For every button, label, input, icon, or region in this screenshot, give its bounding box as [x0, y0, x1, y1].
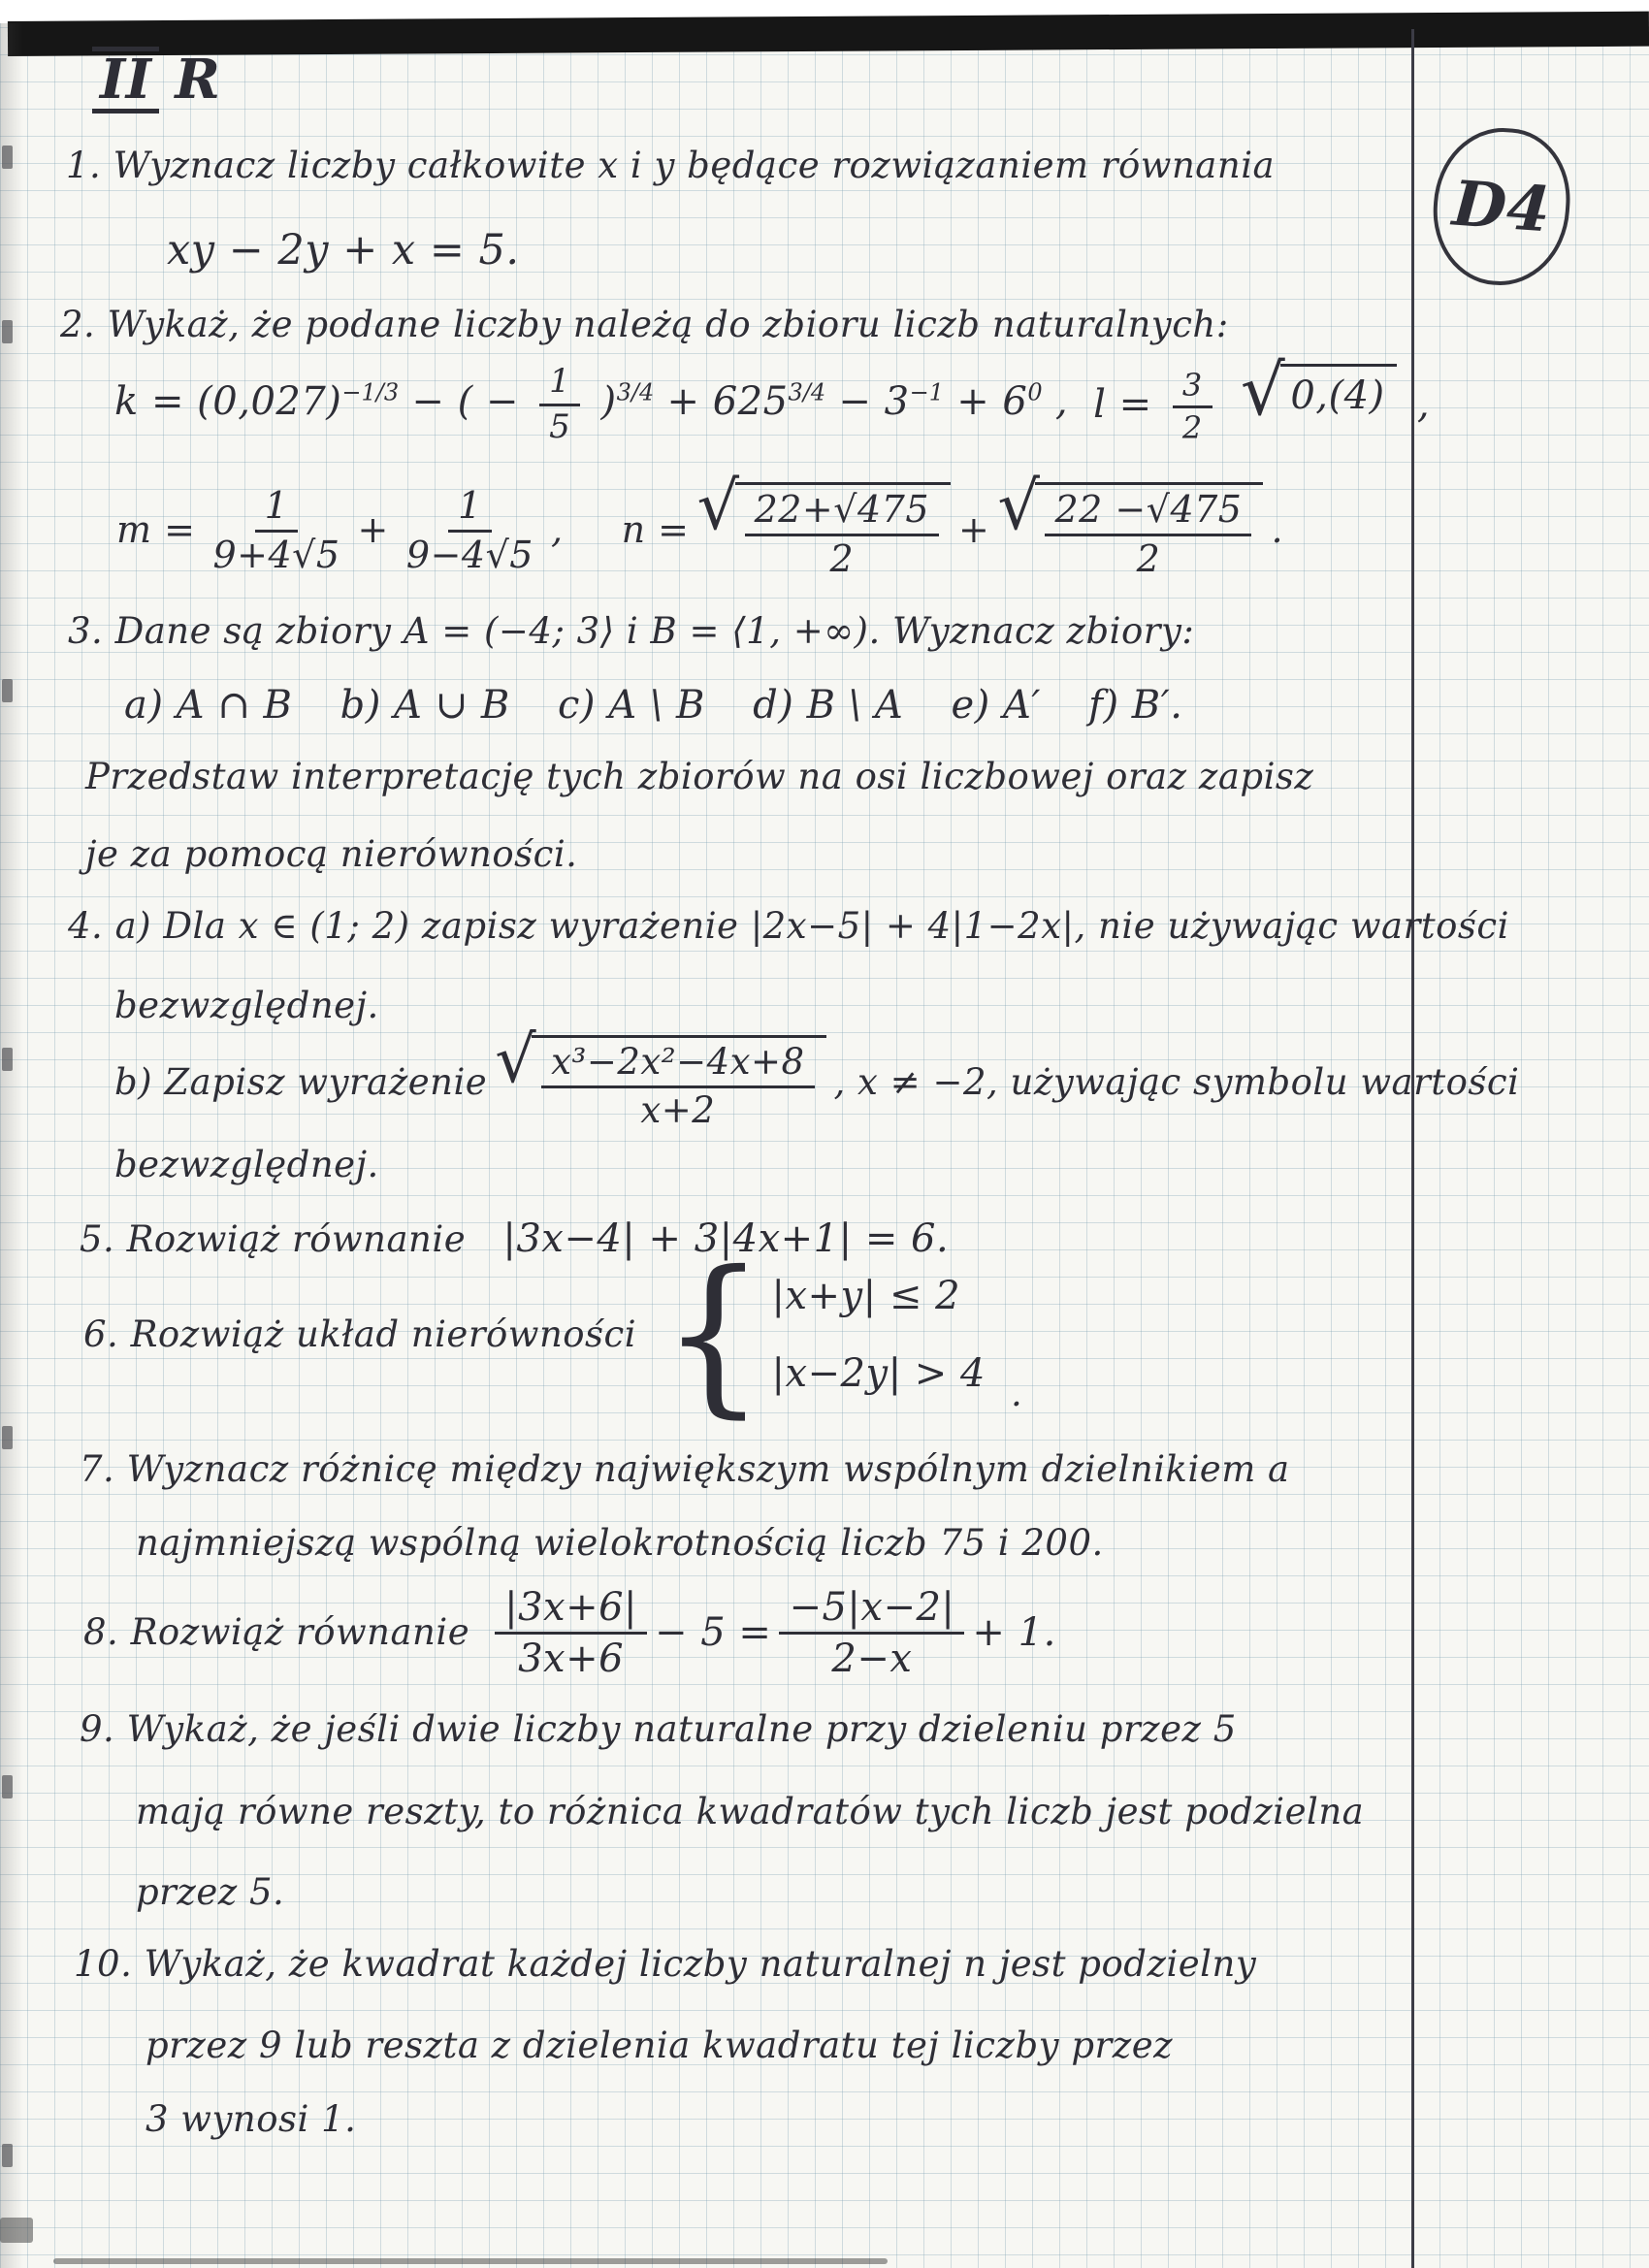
sentence: , x ≠ −2, używając symbolu wartości — [833, 1060, 1520, 1103]
k-term-3: − 3 — [838, 379, 910, 424]
paper-edge-mark — [2, 1426, 13, 1449]
problem-4b-continuation — [114, 1143, 379, 1187]
k-exponent-5: 0 — [1027, 378, 1043, 406]
radicand — [735, 482, 951, 580]
numerator: 1 — [255, 486, 299, 533]
paper-edge-mark — [2, 146, 13, 169]
formula-l — [1093, 348, 1431, 447]
sentence: 4. a) Dla x ∈ (1; 2) zapisz wyrażenie |2x−5| + 4|1−2x|, nie używając wartości — [68, 905, 1509, 947]
paper-edge-mark — [2, 1048, 13, 1071]
scan-corner-mark — [0, 2218, 33, 2243]
problem-7-text-1 — [80, 1447, 1290, 1492]
sentence: 7. Wyznacz różnicę między największym wspólnym dzielnikiem a — [80, 1448, 1290, 1490]
inequality-2: |x−2y| > 4 — [771, 1351, 986, 1396]
inequality-system — [772, 1272, 986, 1398]
k-exponent-1: −1/3 — [341, 378, 400, 406]
problem-10-text-2 — [146, 2024, 1173, 2068]
formula-m — [116, 483, 564, 576]
sentence: 8. Rozwiąż równanie — [83, 1610, 470, 1653]
problem-3-items — [124, 681, 1218, 729]
problem-1-text — [66, 144, 1275, 188]
problem-3-instruction-2 — [85, 832, 577, 877]
formula-k — [114, 364, 1068, 445]
sentence: b) Zapisz wyrażenie — [114, 1060, 488, 1103]
numerator: 3 — [1173, 369, 1212, 408]
inequality-1: |x+y| ≤ 2 — [771, 1274, 961, 1318]
denominator: x+2 — [640, 1088, 716, 1131]
problem-1-equation — [167, 225, 520, 277]
sentence: je za pomocą nierówności. — [85, 833, 578, 875]
problem-3-instruction-1 — [85, 755, 1313, 799]
problem-7-text-2 — [136, 1521, 1104, 1566]
numerator: 22+√475 — [745, 490, 939, 536]
numerator: 22 −√475 — [1045, 490, 1251, 536]
numerator: −5|x−2| — [779, 1586, 964, 1635]
radical-sign: √ — [696, 468, 740, 545]
label-badge-circle — [1429, 123, 1575, 289]
n-lhs: n = — [621, 508, 690, 552]
paper-edge-mark — [2, 1775, 13, 1798]
denominator: 2−x — [831, 1636, 913, 1681]
k-term-6: + 6 — [956, 379, 1028, 424]
title-roman-numeral: II — [92, 47, 159, 113]
plus-sign: + — [958, 508, 990, 552]
radical-sign: √ — [997, 468, 1041, 545]
title-letter: R — [175, 48, 221, 113]
k-exponent-2: 3/4 — [616, 378, 655, 406]
comma: , — [1416, 381, 1431, 427]
k-operator: − ( − — [411, 379, 519, 424]
denominator: 9−4√5 — [405, 533, 534, 576]
k-exponent-3: 3/4 — [788, 378, 826, 406]
badge-label: D4 — [1449, 167, 1554, 246]
sentence: najmniejszą wspólną wielokrotnością liczb 75 i 200. — [136, 1522, 1104, 1564]
denominator: 2 — [829, 536, 855, 580]
equation-middle: − 5 = — [655, 1610, 772, 1655]
denominator: 9+4√5 — [212, 533, 340, 576]
problem-4a-text — [68, 904, 1509, 949]
set-operation-item: f) B′. — [1088, 683, 1183, 728]
comma: , — [550, 508, 564, 552]
sentence: 3 wynosi 1. — [146, 2098, 357, 2140]
paper-edge-mark — [2, 2144, 13, 2167]
m-fraction-1 — [203, 483, 349, 576]
set-operation-item: b) A ∪ B — [340, 683, 510, 728]
denominator: 2 — [1181, 409, 1203, 447]
problem-2-sentence: 2. Wykaż, że podane liczby należą do zbioru liczb naturalnych: — [60, 304, 1229, 345]
paper-edge-mark — [2, 679, 13, 702]
denominator: 3x+6 — [518, 1636, 625, 1681]
problem-10-text-3 — [146, 2097, 356, 2142]
radicand — [1035, 482, 1263, 580]
sentence: 10. Wykaż, że kwadrat każdej liczby naturalnej n jest podzielny — [74, 1943, 1257, 1985]
problem-2-formulas-k-l — [114, 347, 1430, 462]
n-radical-1 — [696, 468, 951, 580]
sentence: 6. Rozwiąż układ nierówności — [83, 1312, 637, 1355]
sentence: 9. Wykaż, że jeśli dwie liczby naturalne przy dzieleniu przez 5 — [80, 1708, 1237, 1750]
4b-radical — [495, 1021, 825, 1131]
problem-9-text-3 — [136, 1870, 284, 1915]
problem-4b-text — [114, 1021, 1519, 1145]
k-paren: ) — [600, 379, 617, 424]
page-title — [92, 47, 220, 113]
paper-edge-mark — [2, 320, 13, 343]
4b-fraction — [541, 1040, 814, 1131]
set-operation-item: a) A ∩ B — [124, 683, 293, 728]
formula-n — [621, 468, 1284, 580]
k-lhs: k = (0,027) — [114, 379, 342, 424]
sentence: bezwzględnej. — [114, 1144, 379, 1185]
problem-2-formulas-m-n — [116, 468, 1284, 590]
n-fraction-2 — [1045, 487, 1251, 580]
period: . — [1010, 1372, 1023, 1414]
numerator: |3x+6| — [495, 1586, 647, 1635]
radical-sign: √ — [495, 1021, 537, 1097]
numerator: 1 — [448, 486, 492, 533]
set-operation-item: e) A′ — [951, 683, 1041, 728]
denominator: 5 — [549, 406, 571, 446]
sentence: bezwzględnej. — [114, 985, 379, 1026]
problem-9-text-1 — [80, 1707, 1237, 1752]
numerator: 1 — [539, 364, 580, 405]
radicand: 0,(4) — [1280, 364, 1396, 420]
n-fraction-1 — [745, 487, 939, 580]
radicand — [532, 1035, 825, 1130]
k-fraction — [539, 364, 580, 445]
system-brace: { — [662, 1234, 766, 1435]
period: . — [1271, 508, 1284, 552]
n-radical-2 — [997, 468, 1263, 580]
problem-3-sentence: 3. Dane są zbiory A = (−4; 3⟩ i B = ⟨1, +∞). Wyznacz zbiory: — [68, 610, 1195, 652]
sentence: przez 9 lub reszta z dzielenia kwadratu tej liczby przez — [146, 2025, 1174, 2066]
scan-bottom-edge — [53, 2258, 888, 2264]
problem-1-sentence: 1. Wyznacz liczby całkowite x i y będące rozwiązaniem równania — [66, 145, 1276, 186]
m-fraction-2 — [397, 483, 543, 576]
radical-sign: √ — [1240, 348, 1286, 431]
l-lhs: l = — [1093, 381, 1152, 427]
problem-8-text — [83, 1573, 1056, 1692]
numerator: x³−2x²−4x+8 — [541, 1043, 814, 1088]
l-coefficient-fraction — [1173, 366, 1212, 447]
k-exponent-4: −1 — [909, 378, 944, 406]
paper-left-edge — [0, 23, 23, 2268]
k-term-625: + 625 — [666, 379, 789, 424]
equation-end: + 1. — [972, 1610, 1056, 1655]
8-fraction-2 — [779, 1586, 964, 1680]
sentence: Przedstaw interpretację tych zbiorów na osi liczbowej oraz zapisz — [85, 756, 1314, 797]
set-operation-item: d) B \ A — [753, 683, 904, 728]
problem-10-text-1 — [74, 1942, 1256, 1987]
problem-2-text — [60, 303, 1229, 347]
sentence: 5. Rozwiąż równanie — [80, 1218, 467, 1260]
problem-9-text-2 — [136, 1790, 1364, 1834]
denominator: 2 — [1136, 536, 1161, 580]
equation-text: |3x−4| + 3|4x+1| = 6. — [502, 1216, 950, 1261]
problem-3-text — [68, 609, 1194, 654]
plus-sign: + — [357, 508, 389, 552]
l-radical — [1240, 348, 1397, 431]
comma: , — [1054, 379, 1069, 424]
8-fraction-1 — [495, 1586, 647, 1680]
set-operation-item: c) A \ B — [558, 683, 705, 728]
m-lhs: m = — [116, 508, 196, 552]
equation-text: xy − 2y + x = 5. — [167, 226, 520, 275]
sentence: przez 5. — [136, 1871, 285, 1913]
sentence: mają równe reszty, to różnica kwadratów tych liczb jest podzielna — [136, 1791, 1365, 1832]
